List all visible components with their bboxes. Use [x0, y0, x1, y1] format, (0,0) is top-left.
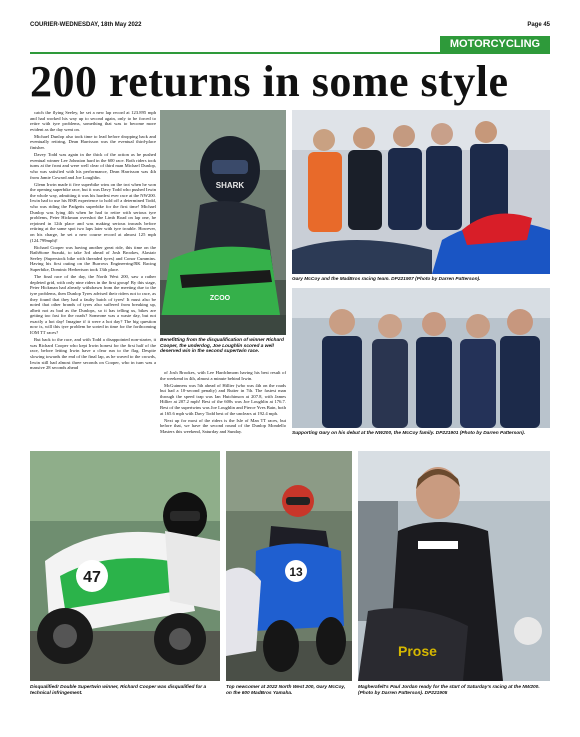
masthead-date: COURIER-WEDNESDAY, 18th May 2022	[30, 22, 142, 28]
article-column-1	[30, 110, 156, 425]
caption-mccoy: Top newcomer at 2022 North West 200, Gary McCoy, on the 600 MadBros Yamaha.	[226, 685, 346, 696]
photo-family	[292, 288, 550, 428]
bike-number-text: 13	[289, 565, 303, 579]
photo-jordan	[358, 451, 550, 681]
paragraph: But back to the race, and with Todd a disappointed non-starter, it was Richard Cooper who kept Irwin honest for the first half of the race, before letting Irwin have a clear run to the flag. Despite slowing towards the end of the final lap, as he waved to the crowds, Irwin still had almost three seconds on Cooper, who in turn was a massive 28 seconds ahead	[30, 337, 156, 371]
section-band: MOTORCYCLING	[440, 36, 550, 52]
photo-mccoy	[226, 451, 352, 681]
bike-brand-text: Prose	[398, 643, 437, 659]
paragraph: McGuinness was 5th ahead of Hillier (who was 4th on the roads but had a 10-second penalty) and Rutter in 7th. The fastest man through the speed trap was Ian Hutchinson at 207.8, with James Hillier at 207.2 mph! Best of the 600s was Joe Loughlin at 176.7. Best of the supertwins was Joe Loughlin and Pierce Yves Bain, both at 165.6 mph with Davy Todd best of the unclears at 192.4 mph.	[160, 382, 286, 416]
paragraph: Glenn Irwin made it five superbike wins on the trot when he won the opening superbike race, but it was Davy Todd who pushed Irwin the whole way, admitting it was his hardest ever race at the NW200. Irwin had to use his BSB experience to hold off a determined Todd, who was riding the Padgetts superbike for the first time! Michael Dunlop was lying 4th when he had to retire with serious tyre problems, Peter Hickman overshot the Limb Road on lap one, he rejoined in 12th place and was making serious inroads before retiring at the same spot two laps later with tyre trouble. However, on his charge, he set a new course record at almost 125 mph (124.799mph)!	[30, 181, 156, 243]
paragraph: catch the flying Seeley, he set a new lap record at 123.895 mph and had worked his way up to second again, only to be forced to retire with tyre problems, something that was to become more evident as the day went on.	[30, 110, 156, 132]
helmet-brand-text: SHARK	[215, 181, 245, 190]
paragraph: Michael Dunlop also took time to lead before dropping back and eventually retiring, Dean Harrisson was the eventual third-place finisher.	[30, 133, 156, 151]
bike-brand-text: ZCOO	[209, 295, 231, 302]
caption-team: Gary McCoy and the MadBros racing team. DP221907 (Photo by Darren Patterson).	[292, 277, 481, 282]
section-rule	[30, 52, 550, 54]
photo-team	[292, 110, 550, 274]
paragraph: Richard Cooper was having another great ride, this time on the BathStone Suzuki, to take 3rd ahead of Josh Brookes, Alastair Seeley (Superstock bike with threaded tyres) and Conor Cummins. Having his first outing on the Burrows Engineering/RK Racing Superbike, Dominic Herbertson took 13th place.	[30, 244, 156, 273]
caption-jordan: Magherafelt's Paul Jordan ready for the start of Saturday's racing at the NW200. (Photo by Darren Patterson). DP221905	[358, 685, 540, 696]
headline: 200 returns in some style	[30, 57, 509, 106]
paragraph: Davey Todd was again in the thick of the action as he pushed eventual winner Lee Johnston hard in the 600 race. Both riders took turns at the front and were well clear of third man Michael Dunlop, who was satisfied with his performance, Dean Harrisson was 4th from Jamie Coward and Joe Loughlin.	[30, 152, 156, 180]
photo-cooper	[30, 451, 220, 681]
caption-cooper: Disqualified! Double Supertwin winner, Richard Cooper was disqualified for a technical infringement.	[30, 685, 207, 696]
paragraph: Next up for most of the riders is the Isle of Man TT races, but before that, we have the second round of the Dunlop Mondello Masters this weekend, Saturday and Sunday.	[160, 417, 286, 434]
article-column-2	[160, 370, 286, 434]
caption-loughlin: Benefitting from the disqualification of winner Richard Cooper, the underdog, Joe Loughlin scored a well deserved win in the second supertwin race.	[160, 338, 284, 355]
page-number: Page 45	[527, 22, 550, 28]
photo-loughlin	[160, 110, 286, 335]
caption-family: Supporting Gary on his debut at the NW200, the McCoy family. DP221901 (Photo by Darren Patterson).	[292, 431, 526, 436]
paragraph: The final race of the day, the North West 200, saw a rather depleted grid, with only nine riders in the first group! By this stage, Peter Hickman had already withdrawn from the meeting due to the tyre problems, then Dunlop Tyres advised their riders not to race, as they found that they had a faulty batch of tyres! It must also be noted that other brands of tyres also suffered from breaking up, albeit not as bad as the Dunlops, so it has telling us, bikes are getting too fast for the roads? Someone was a waste day, but not exactly a hot day! Imagine if it were a hot day? The big question now is, will this tyre problem be sorted in time for the forthcoming IOM TT races?	[30, 274, 156, 336]
bike-number-text: 47	[83, 569, 101, 586]
paragraph: of Josh Brookes, with Lee Hardchmom having his best result of the weekend in 4th, almost a minute behind Irwin.	[160, 370, 286, 381]
masthead	[30, 22, 550, 32]
